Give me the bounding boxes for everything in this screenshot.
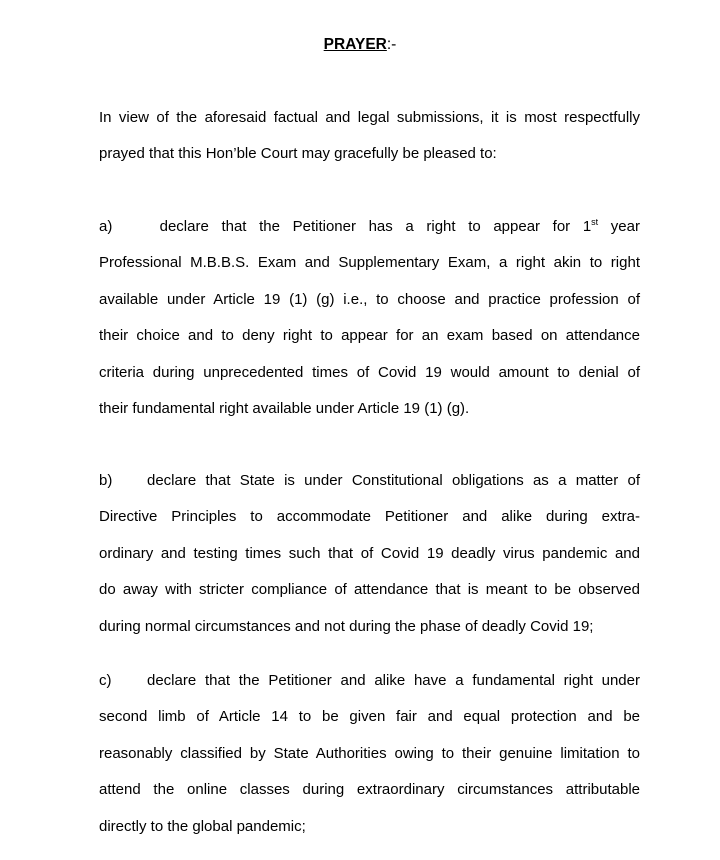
ordinal (583, 209, 598, 245)
item-b-line-5: during normal circumstances and not during the phase of deadly Covid 19; (99, 617, 594, 635)
word: right (426, 218, 456, 235)
item-b-line-2: Directive Principles to accommodate Petitioner and alike during extra- (99, 508, 640, 526)
item-a-line-3: available under Article 19 (1) (g) i.e., to choose and practice profession of (99, 290, 640, 308)
prayer-item-c (99, 663, 640, 845)
word: Petitioner (292, 218, 356, 235)
item-a-first-line (99, 209, 640, 245)
prayer-heading (0, 34, 720, 56)
prayer-item-b (99, 463, 640, 645)
word: the (259, 218, 280, 235)
item-a-line-2: Professional M.B.B.S. Exam and Supplementary Exam, a right akin to right (99, 254, 640, 272)
item-c-first-line (99, 663, 640, 699)
item-a-line-5: criteria during unprecedented times of Covid 19 would amount to denial of (99, 363, 640, 381)
word: to (468, 218, 481, 235)
item-a-line-6: their fundamental right available under Article 19 (1) (g). (99, 399, 470, 417)
intro-paragraph (99, 100, 640, 173)
item-a-label: a) (99, 218, 113, 235)
heading-suffix: :- (386, 36, 397, 53)
ordinal-suffix: st (591, 217, 599, 227)
prayer-item-a (99, 209, 640, 427)
intro-line-2: prayed that this Hon’ble Court may gracefully be pleased to: (99, 145, 497, 163)
word: that (221, 218, 247, 235)
word: has (368, 218, 393, 235)
item-b-first-line (99, 463, 640, 499)
word: a (405, 218, 414, 235)
item-c-line-4: attend the online classes during extraordinary circumstances attributable (99, 781, 640, 799)
item-b-label: b) (99, 472, 113, 489)
item-c-line-5: directly to the global pandemic; (99, 817, 306, 835)
ordinal-number: 1 (582, 218, 592, 235)
word: appear (493, 218, 541, 235)
item-c-line-2: second limb of Article 14 to be given fair and equal protection and be (99, 708, 640, 726)
item-c-line-3: reasonably classified by State Authorities owing to their genuine limitation to (99, 744, 640, 762)
word: declare (159, 218, 209, 235)
heading-title: PRAYER (323, 36, 387, 53)
item-c-label: c) (99, 672, 112, 689)
item-b-line-3: ordinary and testing times such that of Covid 19 deadly virus pandemic and (99, 544, 640, 562)
word: year (610, 218, 640, 235)
item-c-first-text: declare that the Petitioner and alike have a fundamental right under (147, 672, 640, 689)
item-a-line-4: their choice and to deny right to appear for an exam based on attendance (99, 327, 640, 345)
word: for (552, 218, 571, 235)
item-b-line-4: do away with stricter compliance of attendance that is meant to be observed (99, 581, 640, 599)
intro-line-1: In view of the aforesaid factual and legal submissions, it is most respectfully (99, 109, 640, 126)
item-b-first-text: declare that State is under Constitutional obligations as a matter of (147, 472, 640, 489)
